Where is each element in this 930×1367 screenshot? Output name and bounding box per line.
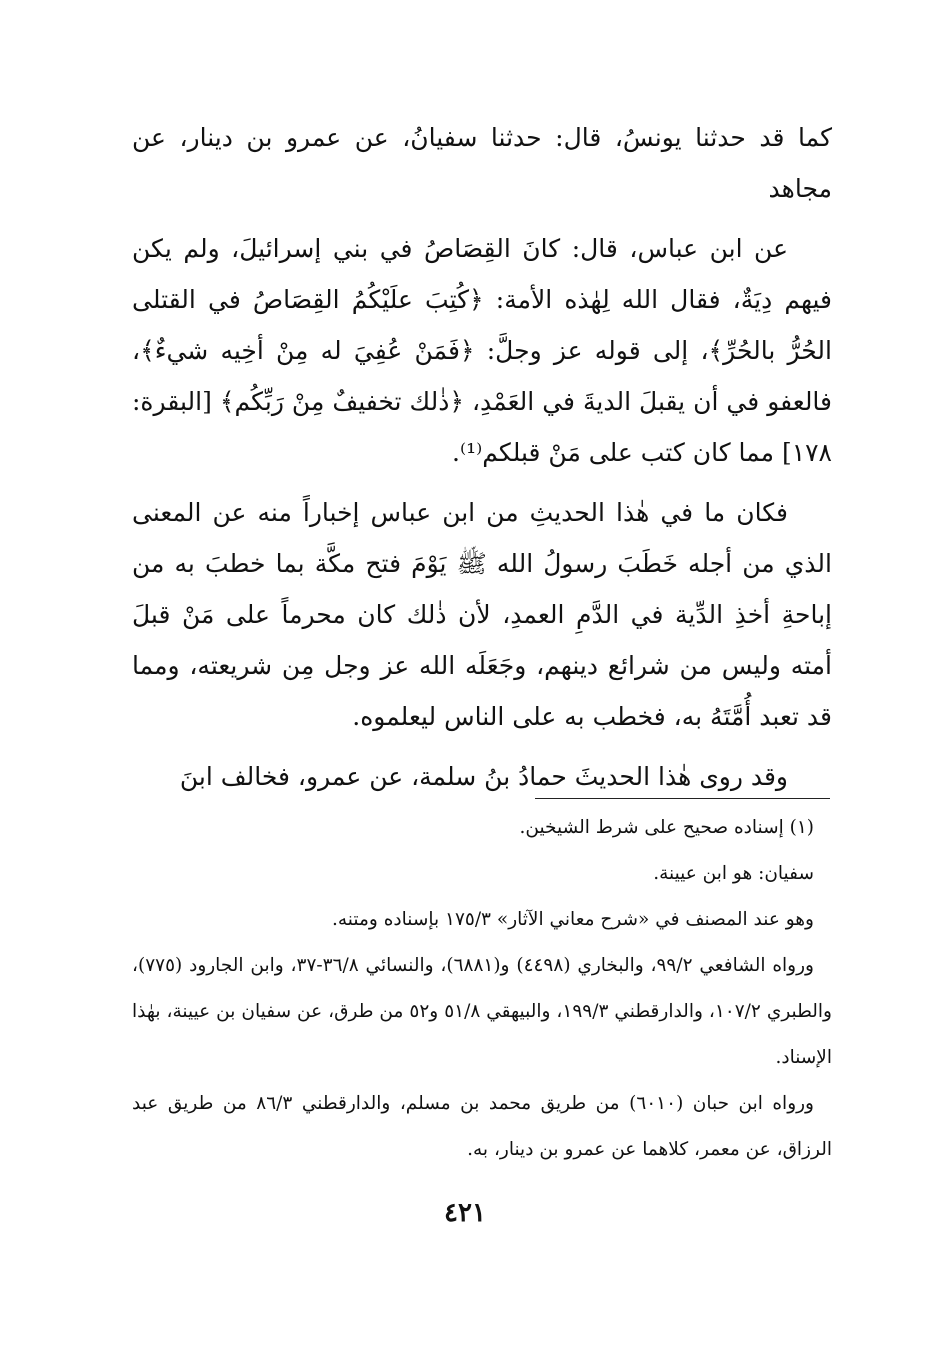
paragraph-isnad: كما قد حدثنا يونسُ، قال: حدثنا سفيانُ، عن عمرو بن دينار، عن مجاهد — [132, 123, 832, 203]
footnote-line: ورواه الشافعي ٩٩/٢، والبخاري (٤٤٩٨) و(٦٨٨١)، والنسائي ٣٦/٨-٣٧، وابن الجارود (٧٧٥)، والطبري ١٠٧/٢، والدارقطني ١٩٩/٣، والبيهقي ٥١/٨ و٥٢ من طرق، عن سفيان بن عيينة، بهٰذا الإسناد. — [132, 955, 832, 1068]
page-number: ٤٢١ — [444, 1198, 486, 1228]
paragraph-commentary: فكان ما في هٰذا الحديثِ من ابن عباس إخباراً منه عن المعنى الذي من أجله خَطَبَ رسولُ الله ﷺ يَوْمَ فتح مكَّة بما خطبَ به من إباحةِ أخذِ الدِّية في الدَّمِ العمدِ، لأن ذٰلك كان محرماً على مَنْ قبلَ أمته وليس من شرائع دينهم، وجَعَلَه الله عز وجل مِن شريعته، ومما قد تعبد أُمَّتَهُ به، فخطب به على الناس ليعلموه. — [132, 498, 832, 731]
main-text — [132, 112, 832, 811]
paragraph-narration: وقد روى هٰذا الحديثَ حمادُ بنُ سلمة، عن عمرو، فخالف ابنَ — [179, 762, 788, 791]
footnote-line: وهو عند المصنف في «شرح معاني الآثار» ١٧٥/٣ بإسناده ومتنه. — [332, 909, 814, 930]
footnote-1: (١) إسناده صحيح على شرط الشيخين. — [519, 817, 814, 838]
footnote-divider — [535, 798, 830, 799]
footnote-line: ورواه ابن حبان (٦٠١٠) من طريق محمد بن مسلم، والدارقطني ٨٦/٣ من طريق عبد الرزاق، عن معمر، كلاهما عن عمرو بن دينار، به. — [132, 1093, 832, 1160]
paragraph-hadith: عن ابن عباس، قال: كانَ القِصَاصُ في بني إسرائيلَ، ولم يكن فيهم دِيَةٌ، فقال الله لِهٰذه الأمة: ﴿كُتِبَ علَيْكُمُ القِصَاصُ في القتلى الحُرُّ بالحُرِّ﴾، إلى قوله عز وجلَّ: ﴿فَمَنْ عُفِيَ له مِنْ أخِيه شيءٌ﴾، فالعفو في أن يقبلَ الديةَ في العَمْدِ، ﴿ذٰلك تخفيفٌ مِنْ رَبِّكُم﴾ [البقرة: ١٧٨] مما كان كتب على مَنْ قبلكم⁽¹⁾. — [132, 234, 832, 467]
footnote-line: سفيان: هو ابن عيينة. — [653, 863, 814, 884]
footnotes — [132, 805, 832, 1173]
